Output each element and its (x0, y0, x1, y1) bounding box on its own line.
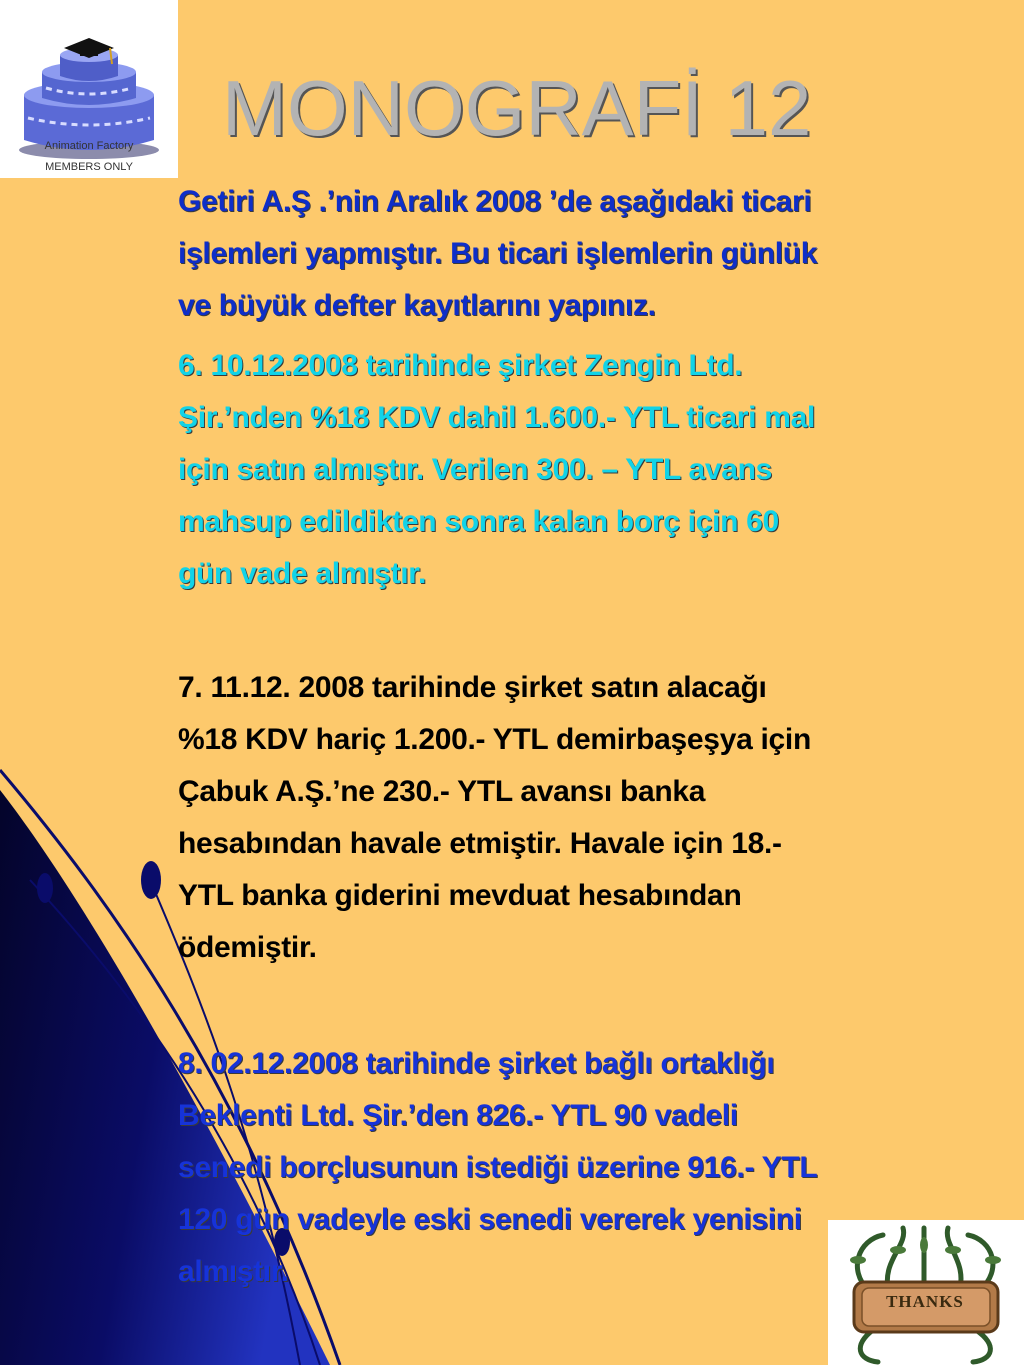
logo-caption: Animation Factory (44, 140, 134, 152)
animation-factory-logo (0, 0, 178, 178)
intro-paragraph: Getiri A.Ş .’nin Aralık 2008 ’de aşağıdaki ticari işlemleri yapmıştır. Bu ticari işlemlerin günlük ve büyük defter kayıtlarını yapınız. (178, 185, 818, 322)
transaction-item-8: 8. 02.12.2008 tarihinde şirket bağlı ortaklığı Beklenti Ltd. Şir.’den 826.- YTL 90 vadeli senedi borçlusunun istediği üzerine 916.- YTL 120 gün vadeyle eski senedi vererek yenisini almıştır. (178, 1047, 818, 1288)
swoosh-dot (37, 873, 53, 903)
transaction-item-6: 6. 10.12.2008 tarihinde şirket Zengin Ltd. Şir.’nden %18 KDV dahil 1.600.- YTL ticari mal için satın almıştır. Verilen 300. – YTL avans mahsup edildikten sonra kalan borç için 60 gün vade almıştır. (178, 349, 816, 590)
thanks-label: THANKS (886, 1292, 964, 1311)
page-title: MONOGRAFİ 12 (222, 64, 812, 152)
slide-body (178, 176, 1008, 1298)
swoosh-dot (141, 861, 161, 899)
thanks-badge (828, 1220, 1024, 1365)
transaction-item-7: 7. 11.12. 2008 tarihinde şirket satın alacağı %18 KDV hariç 1.200.- YTL demirbaşeşya için Çabuk A.Ş.’ne 230.- YTL avansı banka hesabından havale etmiştir. Havale için 18.- YTL banka giderini mevduat hesabından ödemiştir. (178, 671, 811, 964)
logo-caption-members: MEMBERS ONLY (45, 161, 133, 173)
